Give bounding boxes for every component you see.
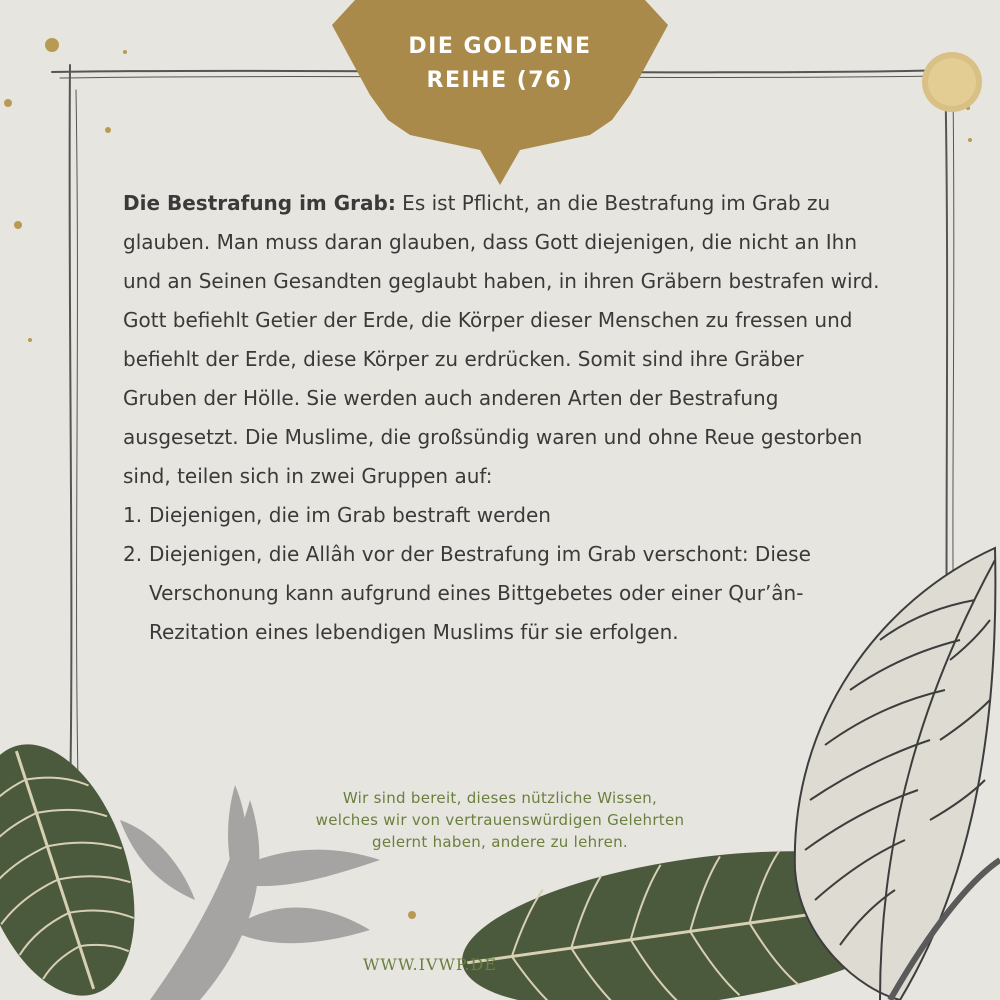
list-item: [123, 496, 883, 535]
footer-line-1: Wir sind bereit, dieses nützliche Wissen,: [342, 789, 658, 807]
intro-text: Es ist Pflicht, an die Bestrafung im Grab zu glauben. Man muss daran glauben, dass Gott diejenigen, die nicht an Ihn und an Seinen Gesandten geglaubt haben, in ihren Gräbern bestrafen wird. Gott befiehlt Getier der Erde, die Körper dieser Menschen zu fressen und befiehlt der Erde, diese Körper zu erdrücken. Somit sind ihre Gräber Gruben der Hölle. Sie werden auch anderen Arten der Bestrafung ausgesetzt. Die Muslime, die großsündig waren und ohne Reue gestorben sind, teilen sich in zwei Gruppen auf:: [123, 191, 880, 488]
list-item-text: Diejenigen, die Allâh vor der Bestrafung im Grab verschont: Diese Verschonung kann aufgrund eines Bittgebetes oder einer Qur’ân-Rezitation eines lebendigen Muslims für sie erfolgen.: [149, 542, 811, 644]
footer-statement: [240, 787, 760, 853]
list-item: [123, 535, 883, 652]
lead-heading: Die Bestrafung im Grab:: [123, 191, 396, 215]
footer-line-2: welches wir von vertrauenswürdigen Gelehrten: [315, 811, 685, 829]
series-title: [330, 30, 670, 98]
footer-line-3: gelernt haben, andere zu lehren.: [372, 833, 628, 851]
list-item-number: 1.: [123, 503, 143, 527]
list-item-number: 2.: [123, 542, 143, 566]
series-title-line-1: DIE GOLDENE: [408, 34, 592, 59]
main-text-block: [123, 184, 883, 652]
intro-paragraph: [123, 184, 883, 496]
website-url: WWW.IVWP.DE: [362, 955, 498, 974]
series-title-line-2: REIHE (76): [426, 68, 574, 93]
numbered-list: [123, 496, 883, 652]
list-item-text: Diejenigen, die im Grab bestraft werden: [149, 503, 551, 527]
